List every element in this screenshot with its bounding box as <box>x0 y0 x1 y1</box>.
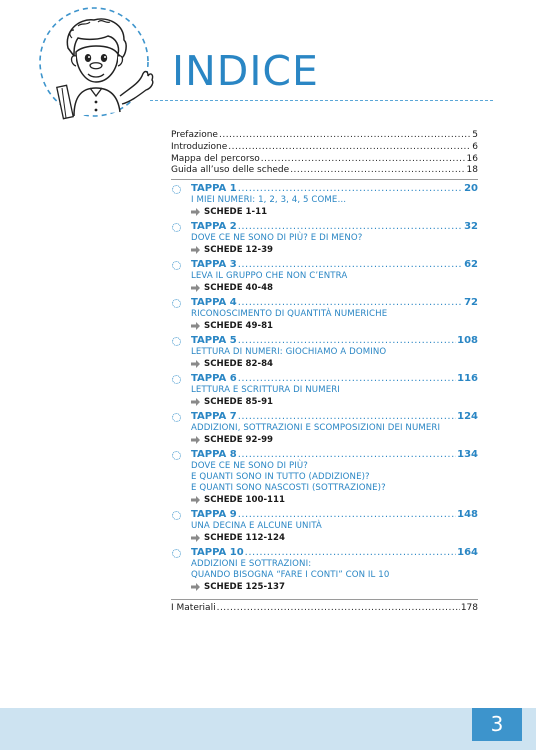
stage-heading[interactable] <box>191 335 478 347</box>
arrow-right-icon <box>191 583 200 591</box>
stage-entry[interactable] <box>171 297 478 332</box>
stage-description: RICONOSCIMENTO DI QUANTITÀ NUMERICHE <box>191 309 388 320</box>
schede-range: SCHEDE 125-137 <box>204 582 285 593</box>
arrow-right-icon <box>191 398 200 406</box>
leader-dots <box>238 221 463 233</box>
schede-range: SCHEDE 12-39 <box>204 245 274 256</box>
toc-entry-page: 6 <box>472 141 478 152</box>
stage-description: DOVE CE NE SONO DI PIÙ? E DI MENO? <box>191 233 363 244</box>
stage-page: 32 <box>464 221 478 233</box>
leader-dots <box>217 603 460 615</box>
footer-band <box>0 708 536 750</box>
stage-title: TAPPA 3 <box>191 259 237 271</box>
arrow-right-icon <box>191 284 200 292</box>
mascot-illustration <box>34 4 160 124</box>
stage-description: ADDIZIONI E SOTTRAZIONI: <box>191 559 312 570</box>
toc-entry-page: 16 <box>466 153 478 164</box>
dotted-circle-icon <box>172 299 181 308</box>
schede-range: SCHEDE 112-124 <box>204 533 285 544</box>
stage-entry[interactable] <box>171 509 478 544</box>
stage-schede <box>191 532 478 544</box>
stage-entry[interactable] <box>171 449 478 506</box>
dotted-circle-icon <box>172 451 181 460</box>
stage-title: TAPPA 4 <box>191 297 237 309</box>
stage-description: LEVA IL GRUPPO CHE NON C’ENTRA <box>191 271 348 282</box>
arrow-right-icon <box>191 496 200 504</box>
stage-description: LETTURA E SCRITTURA DI NUMERI <box>191 385 340 396</box>
stage-heading[interactable] <box>191 449 478 461</box>
stage-entry[interactable] <box>171 373 478 408</box>
stage-schede <box>191 244 478 256</box>
toc-entry-label: Mappa del percorso <box>171 153 260 164</box>
toc-entry[interactable] <box>171 130 478 142</box>
stage-title: TAPPA 5 <box>191 335 237 347</box>
stage-schede <box>191 396 478 408</box>
stage-title: TAPPA 1 <box>191 183 237 195</box>
schede-range: SCHEDE 1-11 <box>204 207 268 218</box>
stage-description: UNA DECINA E ALCUNE UNITÀ <box>191 521 322 532</box>
stage-description: E QUANTI SONO IN TUTTO (ADDIZIONE)? <box>191 472 370 483</box>
leader-dots <box>238 411 456 423</box>
stage-schede <box>191 358 478 370</box>
dotted-circle-icon <box>172 223 181 232</box>
arrow-right-icon <box>191 322 200 330</box>
stage-page: 72 <box>464 297 478 309</box>
stage-title: TAPPA 8 <box>191 449 237 461</box>
toc-entry-label: Guida all’uso delle schede <box>171 165 290 176</box>
stage-schede <box>191 320 478 332</box>
stage-heading[interactable] <box>191 297 478 309</box>
arrow-right-icon <box>191 534 200 542</box>
stage-page: 134 <box>457 449 478 461</box>
stage-schede <box>191 282 478 294</box>
stage-description: ADDIZIONI, SOTTRAZIONI E SCOMPOSIZIONI DEI NUMERI <box>191 423 441 434</box>
toc-entry-page: 178 <box>460 603 478 614</box>
stage-entry[interactable] <box>171 183 478 218</box>
dotted-circle-icon <box>172 375 181 384</box>
dotted-circle-icon <box>172 511 181 520</box>
stage-title: TAPPA 7 <box>191 411 237 423</box>
leader-dots <box>245 547 456 559</box>
stage-page: 108 <box>457 335 478 347</box>
stage-schede <box>191 494 478 506</box>
toc-entry-label: I Materiali <box>171 603 216 614</box>
stage-heading[interactable] <box>191 411 478 423</box>
stage-page: 116 <box>457 373 478 385</box>
stage-title: TAPPA 9 <box>191 509 237 521</box>
stage-description: LETTURA DI NUMERI: GIOCHIAMO A DOMINO <box>191 347 387 358</box>
page-number: 3 <box>472 708 522 741</box>
stage-page: 20 <box>464 183 478 195</box>
leader-dots <box>238 183 463 195</box>
leader-dots <box>238 373 456 385</box>
dotted-circle-icon <box>172 337 181 346</box>
leader-dots <box>238 449 456 461</box>
stage-title: TAPPA 6 <box>191 373 237 385</box>
stage-entry[interactable] <box>171 547 478 593</box>
dotted-circle-icon <box>172 261 181 270</box>
stage-description: E QUANTI SONO NASCOSTI (SOTTRAZIONE)? <box>191 483 386 494</box>
leader-dots <box>261 154 466 166</box>
arrow-right-icon <box>191 246 200 254</box>
schede-range: SCHEDE 40-48 <box>204 283 274 294</box>
stage-schede <box>191 581 478 593</box>
stage-description: DOVE CE NE SONO DI PIÙ? <box>191 461 308 472</box>
stage-heading[interactable] <box>191 509 478 521</box>
table-of-contents <box>171 130 478 615</box>
schede-range: SCHEDE 100-111 <box>204 495 285 506</box>
toc-entry[interactable] <box>171 142 478 154</box>
toc-entry-page: 18 <box>466 165 478 176</box>
title-divider <box>150 100 493 101</box>
arrow-right-icon <box>191 208 200 216</box>
page-title: INDICE <box>172 47 319 95</box>
arrow-right-icon <box>191 360 200 368</box>
stage-description: I MIEI NUMERI: 1, 2, 3, 4, 5 COME… <box>191 195 347 206</box>
stage-schede <box>191 206 478 218</box>
toc-entry-label: Introduzione <box>171 141 228 152</box>
leader-dots <box>228 142 471 154</box>
section-divider <box>171 179 478 180</box>
leader-dots <box>219 130 471 142</box>
leader-dots <box>290 165 465 177</box>
toc-entry[interactable] <box>171 154 478 166</box>
stage-title: TAPPA 10 <box>191 547 244 559</box>
dotted-circle-icon <box>172 185 181 194</box>
stage-heading[interactable] <box>191 373 478 385</box>
stage-page: 124 <box>457 411 478 423</box>
toc-entry-page: 5 <box>472 130 478 140</box>
stage-page: 62 <box>464 259 478 271</box>
leader-dots <box>238 297 463 309</box>
arrow-right-icon <box>191 436 200 444</box>
stage-page: 148 <box>457 509 478 521</box>
stage-heading[interactable] <box>191 221 478 233</box>
stage-entry[interactable] <box>171 259 478 294</box>
stage-entry[interactable] <box>171 411 478 446</box>
stage-heading[interactable] <box>191 183 478 195</box>
stage-entry[interactable] <box>171 221 478 256</box>
toc-entry[interactable] <box>171 603 478 615</box>
toc-entry[interactable] <box>171 165 478 177</box>
schede-range: SCHEDE 82-84 <box>204 359 274 370</box>
dotted-circle-icon <box>172 413 181 422</box>
schede-range: SCHEDE 85-91 <box>204 397 274 408</box>
leader-dots <box>238 259 463 271</box>
toc-entry-label: Prefazione <box>171 130 218 140</box>
leader-dots <box>238 509 456 521</box>
stage-list <box>171 183 478 593</box>
stage-page: 164 <box>457 547 478 559</box>
stage-heading[interactable] <box>191 547 478 559</box>
section-divider <box>171 599 478 600</box>
stage-entry[interactable] <box>171 335 478 370</box>
leader-dots <box>238 335 456 347</box>
stage-title: TAPPA 2 <box>191 221 237 233</box>
stage-heading[interactable] <box>191 259 478 271</box>
front-matter <box>171 130 478 177</box>
schede-range: SCHEDE 92-99 <box>204 435 274 446</box>
schede-range: SCHEDE 49-81 <box>204 321 274 332</box>
stage-schede <box>191 434 478 446</box>
stage-description: QUANDO BISOGNA “FARE I CONTI” CON IL 10 <box>191 570 390 581</box>
dotted-circle-icon <box>172 549 181 558</box>
